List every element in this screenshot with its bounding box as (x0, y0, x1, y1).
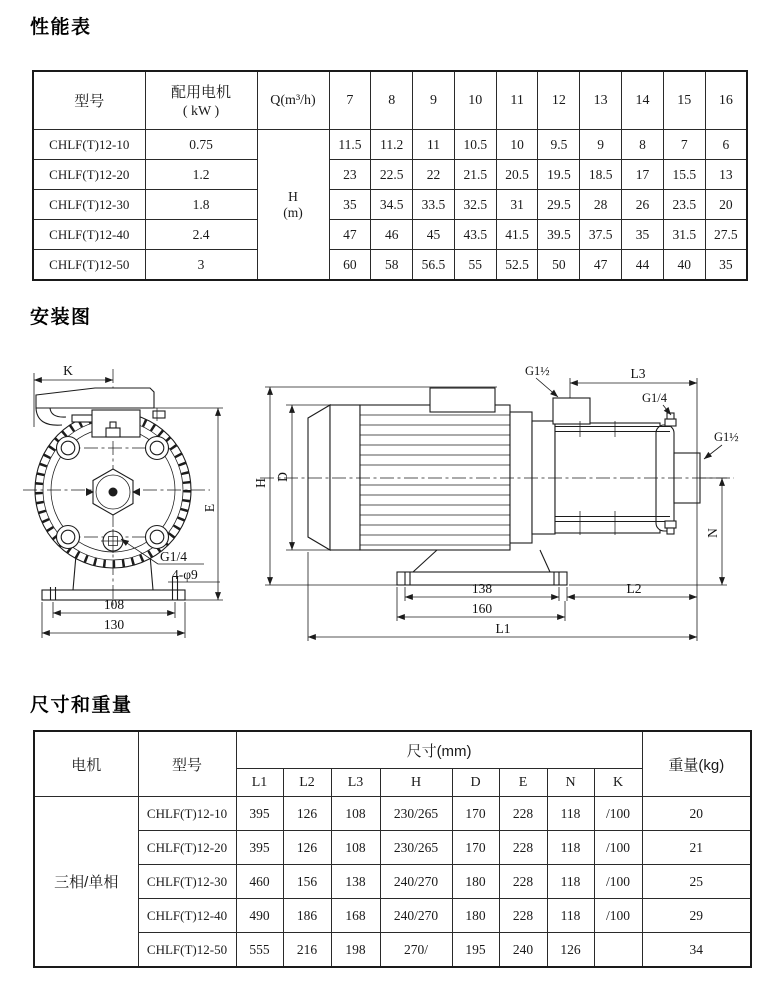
svg-text:G1½: G1½ (525, 364, 550, 378)
motor-type-cell: 三相/单相 (34, 797, 138, 968)
size-cell: 180 (452, 899, 499, 933)
head-value-cell: 58 (371, 250, 413, 281)
size-group-header: 尺寸(mm) (236, 731, 642, 769)
size-cell: 490 (236, 899, 283, 933)
terminal-box (430, 388, 495, 412)
size-cell: 395 (236, 797, 283, 831)
kw-cell: 0.75 (145, 130, 257, 160)
flow-value-header: 7 (329, 71, 371, 130)
head-value-cell: 19.5 (538, 160, 580, 190)
vent-plug (665, 419, 676, 426)
kw-cell: 3 (145, 250, 257, 281)
svg-text:G1/4: G1/4 (160, 549, 187, 564)
svg-text:108: 108 (103, 597, 125, 612)
model-cell: CHLF(T)12-30 (138, 865, 236, 899)
head-value-cell: 31 (496, 190, 538, 220)
size-cell: 395 (236, 831, 283, 865)
table-row (33, 190, 747, 220)
flow-value-header: 13 (580, 71, 622, 130)
weight-cell: 29 (642, 899, 751, 933)
table-row (34, 831, 751, 865)
head-value-cell: 60 (329, 250, 371, 281)
model-column-header: 型号 (33, 71, 145, 130)
callout-suction-thread (525, 364, 558, 397)
weight-column-header: 重量(kg) (642, 731, 751, 797)
size-cell: 228 (499, 831, 547, 865)
flow-value-header: 15 (663, 71, 705, 130)
flow-value-header: 12 (538, 71, 580, 130)
svg-text:N: N (705, 528, 720, 538)
size-cell: 240 (499, 933, 547, 968)
size-cell: 118 (547, 831, 594, 865)
model-cell: CHLF(T)12-50 (138, 933, 236, 968)
head-value-cell: 10.5 (454, 130, 496, 160)
head-value-cell: 11 (413, 130, 455, 160)
head-value-cell: 45 (413, 220, 455, 250)
size-cell: 156 (283, 865, 331, 899)
pump-side-view (253, 364, 739, 641)
size-cell: 118 (547, 797, 594, 831)
size-cell: 186 (283, 899, 331, 933)
svg-text:L1: L1 (495, 621, 511, 636)
weight-cell: 21 (642, 831, 751, 865)
size-cell (594, 933, 642, 968)
head-value-cell: 39.5 (538, 220, 580, 250)
size-cell: 138 (331, 865, 380, 899)
model-cell: CHLF(T)12-30 (33, 190, 145, 220)
head-value-cell: 26 (622, 190, 664, 220)
head-value-cell: 11.5 (329, 130, 371, 160)
size-cell: /100 (594, 797, 642, 831)
size-cell: /100 (594, 865, 642, 899)
svg-text:130: 130 (103, 617, 125, 632)
size-cell: 168 (331, 899, 380, 933)
size-cell: /100 (594, 899, 642, 933)
size-column-header: K (594, 769, 642, 797)
model-cell: CHLF(T)12-20 (138, 831, 236, 865)
head-value-cell: 50 (538, 250, 580, 281)
dim-l1 (308, 552, 697, 641)
head-value-cell: 23 (329, 160, 371, 190)
dimension-weight-table (33, 730, 752, 968)
model-column-header: 型号 (138, 731, 236, 797)
motor-pump-adapter (510, 412, 555, 543)
flow-value-header: 10 (454, 71, 496, 130)
size-cell: 198 (331, 933, 380, 968)
head-value-cell: 22 (413, 160, 455, 190)
head-value-cell: 10 (496, 130, 538, 160)
model-cell: CHLF(T)12-10 (138, 797, 236, 831)
svg-text:K: K (63, 363, 73, 378)
svg-text:G1/4: G1/4 (642, 391, 667, 405)
size-cell: 460 (236, 865, 283, 899)
head-value-cell: 17 (622, 160, 664, 190)
head-value-cell: 18.5 (580, 160, 622, 190)
size-cell: 170 (452, 831, 499, 865)
size-cell: /100 (594, 831, 642, 865)
size-cell: 230/265 (380, 831, 452, 865)
head-value-cell: 56.5 (413, 250, 455, 281)
kw-cell: 2.4 (145, 220, 257, 250)
size-cell: 170 (452, 797, 499, 831)
head-value-cell: 13 (705, 160, 747, 190)
size-cell: 216 (283, 933, 331, 968)
installation-section-title: 安装图 (30, 307, 92, 328)
size-column-header: N (547, 769, 594, 797)
head-value-cell: 22.5 (371, 160, 413, 190)
installation-drawing (20, 355, 770, 670)
svg-text:D: D (275, 472, 290, 482)
size-cell: 180 (452, 865, 499, 899)
flow-value-header: 16 (705, 71, 747, 130)
head-value-cell: 20.5 (496, 160, 538, 190)
performance-header-row (33, 71, 747, 130)
flow-value-header: 14 (622, 71, 664, 130)
head-value-cell: 35 (622, 220, 664, 250)
size-column-header: D (452, 769, 499, 797)
size-cell: 118 (547, 899, 594, 933)
head-value-cell: 34.5 (371, 190, 413, 220)
table-row (33, 130, 747, 160)
size-column-header: L1 (236, 769, 283, 797)
size-column-header: H (380, 769, 452, 797)
head-value-cell: 55 (454, 250, 496, 281)
model-cell: CHLF(T)12-40 (138, 899, 236, 933)
callout-discharge-thread (704, 430, 739, 459)
head-value-cell: 9 (580, 130, 622, 160)
head-unit-line2: (m) (283, 204, 303, 220)
table-row (34, 933, 751, 968)
table-row (34, 899, 751, 933)
head-unit-cell (257, 130, 329, 281)
suction-port (553, 398, 590, 424)
size-cell: 228 (499, 899, 547, 933)
svg-text:H: H (253, 478, 268, 488)
head-value-cell: 37.5 (580, 220, 622, 250)
head-value-cell: 9.5 (538, 130, 580, 160)
head-value-cell: 35 (329, 190, 371, 220)
flow-value-header: 8 (371, 71, 413, 130)
head-value-cell: 21.5 (454, 160, 496, 190)
svg-text:L3: L3 (630, 366, 646, 381)
performance-section-title: 性能表 (30, 17, 92, 38)
head-value-cell: 20 (705, 190, 747, 220)
motor-column-header (145, 71, 257, 130)
head-value-cell: 41.5 (496, 220, 538, 250)
head-value-cell: 46 (371, 220, 413, 250)
size-cell: 555 (236, 933, 283, 968)
table-row (34, 797, 751, 831)
model-cell: CHLF(T)12-50 (33, 250, 145, 281)
head-value-cell: 6 (705, 130, 747, 160)
head-value-cell: 52.5 (496, 250, 538, 281)
model-cell: CHLF(T)12-10 (33, 130, 145, 160)
motor-body (360, 405, 510, 550)
svg-text:160: 160 (471, 601, 493, 616)
size-cell: 228 (499, 865, 547, 899)
dim-l2 (567, 581, 697, 601)
size-cell: 126 (283, 831, 331, 865)
head-value-cell: 32.5 (454, 190, 496, 220)
size-cell: 118 (547, 865, 594, 899)
motor-column-header: 电机 (34, 731, 138, 797)
table-row (33, 250, 747, 281)
size-cell: 108 (331, 797, 380, 831)
size-cell: 240/270 (380, 865, 452, 899)
flow-column-header: Q(m³/h) (257, 71, 329, 130)
table-row (33, 220, 747, 250)
model-cell: CHLF(T)12-40 (33, 220, 145, 250)
table-row (34, 865, 751, 899)
head-value-cell: 43.5 (454, 220, 496, 250)
head-value-cell: 31.5 (663, 220, 705, 250)
weight-cell: 34 (642, 933, 751, 968)
size-column-header: E (499, 769, 547, 797)
motor-header-line2: ( kW ) (182, 104, 220, 119)
motor-fan-cover (308, 405, 360, 550)
size-column-header: L3 (331, 769, 380, 797)
svg-text:138: 138 (471, 581, 493, 596)
kw-cell: 1.8 (145, 190, 257, 220)
size-cell: 270/ (380, 933, 452, 968)
size-column-header: L2 (283, 769, 331, 797)
head-value-cell: 28 (580, 190, 622, 220)
size-cell: 108 (331, 831, 380, 865)
size-cell: 240/270 (380, 899, 452, 933)
head-value-cell: 33.5 (413, 190, 455, 220)
dimensions-section-title: 尺寸和重量 (30, 695, 133, 716)
head-value-cell: 44 (622, 250, 664, 281)
head-value-cell: 27.5 (705, 220, 747, 250)
pump-head (553, 398, 700, 535)
model-cell: CHLF(T)12-20 (33, 160, 145, 190)
flow-value-header: 9 (413, 71, 455, 130)
size-cell: 228 (499, 797, 547, 831)
svg-text:L2: L2 (626, 581, 642, 596)
head-value-cell: 40 (663, 250, 705, 281)
head-value-cell: 47 (329, 220, 371, 250)
head-value-cell: 11.2 (371, 130, 413, 160)
head-value-cell: 15.5 (663, 160, 705, 190)
svg-text:E: E (202, 503, 217, 513)
size-cell: 195 (452, 933, 499, 968)
kw-cell: 1.2 (145, 160, 257, 190)
head-value-cell: 29.5 (538, 190, 580, 220)
pump-front-view (23, 363, 223, 638)
weight-cell: 20 (642, 797, 751, 831)
performance-table (32, 70, 748, 281)
callout-mounting-holes (168, 567, 220, 582)
head-value-cell: 47 (580, 250, 622, 281)
head-value-cell: 23.5 (663, 190, 705, 220)
size-cell: 126 (283, 797, 331, 831)
size-cell: 230/265 (380, 797, 452, 831)
svg-text:G1½: G1½ (714, 430, 739, 444)
head-unit-line1: H (288, 188, 298, 204)
motor-header-line1: 配用电机 (170, 84, 231, 101)
svg-text:4-φ9: 4-φ9 (172, 567, 198, 582)
dimension-header-row-1 (34, 731, 751, 769)
head-value-cell: 8 (622, 130, 664, 160)
weight-cell: 25 (642, 865, 751, 899)
callout-vent-thread (642, 391, 671, 415)
flow-value-header: 11 (496, 71, 538, 130)
table-row (33, 160, 747, 190)
size-cell: 126 (547, 933, 594, 968)
head-value-cell: 7 (663, 130, 705, 160)
head-value-cell: 35 (705, 250, 747, 281)
